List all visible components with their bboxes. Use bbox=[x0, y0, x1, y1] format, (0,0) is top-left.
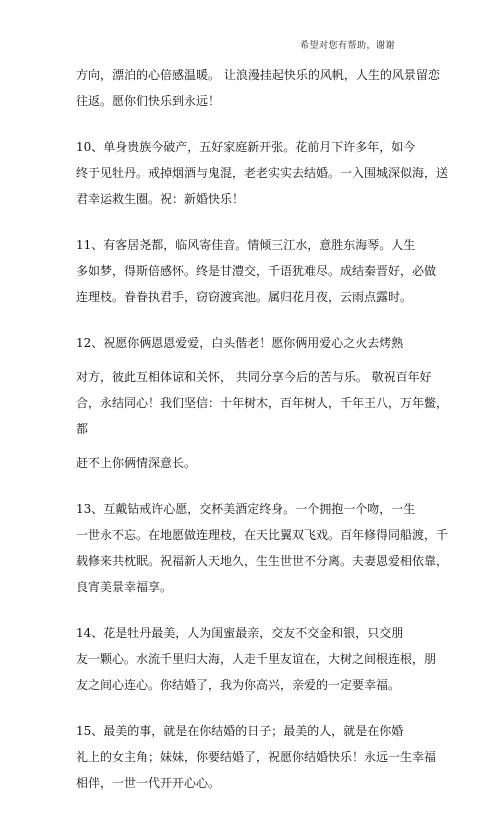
text-line: 相伴，一世一代开开心心。 bbox=[76, 776, 221, 790]
paragraph-2 bbox=[76, 134, 449, 212]
paragraph-3 bbox=[76, 232, 437, 310]
text-line: 赶不上你俩情深意长。 bbox=[76, 456, 197, 470]
text-line: 方向，漂泊的心倍感温暖。 让浪漫挂起快乐的风帆，人生的风景留恋 bbox=[76, 68, 440, 82]
text-line: 连理枝。眷眷执君手，窃窃渡宾池。属归花月夜，云雨点露时。 bbox=[76, 290, 413, 304]
text-line: 友一颗心。水流千里归大海，人走千里友谊在，大树之间根连根，朋 bbox=[76, 652, 437, 666]
paragraph-spacer bbox=[76, 442, 416, 450]
text-line: 11、有客居尧都，临风寄佳音。情倾三江水，意胜东海琴。人生 bbox=[76, 238, 416, 252]
text-line: 友之间心连心。你结婚了，我为你高兴，亲爱的一定要幸福。 bbox=[76, 678, 401, 692]
paragraph-7 bbox=[76, 718, 437, 796]
text-line: 君幸运救生圈。祝：新婚快乐！ bbox=[76, 192, 245, 206]
paragraph-5 bbox=[76, 496, 449, 600]
paragraph-4 bbox=[76, 330, 449, 476]
paragraph-spacer bbox=[76, 356, 416, 364]
text-line: 都 bbox=[76, 422, 89, 436]
text-line: 合，永结同心！我们坚信：十年树木，百年树人，千年王八，万年鳖， bbox=[76, 396, 449, 410]
text-line: 14、花是牡丹最美，人为闺蜜最亲，交友不交金和银，只交朋 bbox=[76, 626, 404, 640]
text-line: 10、单身贵族今破产，五好家庭新开张。花前月下许多年，如今 bbox=[76, 140, 416, 154]
text-line: 多如梦，得斯倍感怀。终是甘澧交，千语犹难尽。成结秦晋好，必做 bbox=[76, 264, 437, 278]
text-line: 往返。愿你们快乐到永远！ bbox=[76, 94, 221, 108]
paragraph-1 bbox=[76, 62, 440, 114]
page-header-note: 希望对您有帮助，谢谢 bbox=[300, 41, 396, 51]
document-body bbox=[76, 62, 449, 816]
text-line: 载修来共枕眠。祝福新人天地久，生生世世不分离。夫妻恩爱相依靠， bbox=[76, 554, 449, 568]
text-line: 13、互戴钻戒许心愿，交杯美酒定终身。一个拥抱一个吻，一生 bbox=[76, 502, 416, 516]
text-line: 一世永不忘。在地愿做连理枝，在天比翼双飞戏。百年修得同船渡，千 bbox=[76, 528, 449, 542]
text-line: 15、最美的事，就是在你结婚的日子；最美的人，就是在你婚 bbox=[76, 724, 404, 738]
text-line: 12、祝愿你俩恩恩爱爱，白头偕老！愿你俩用爱心之火去烤熟 bbox=[76, 336, 404, 350]
text-line: 良宵美景幸福享。 bbox=[76, 580, 173, 594]
text-line: 对方，彼此互相体谅和关怀， 共同分享今后的苦与乐。 敬祝百年好 bbox=[76, 370, 432, 384]
text-line: 终于见牡丹。戒掉烟酒与鬼混，老老实实去结婚。一入围城深似海，送 bbox=[76, 166, 449, 180]
paragraph-6 bbox=[76, 620, 437, 698]
text-line: 礼上的女主角；妹妹，你要结婚了，祝愿你结婚快乐！永远一生幸福 bbox=[76, 750, 437, 764]
